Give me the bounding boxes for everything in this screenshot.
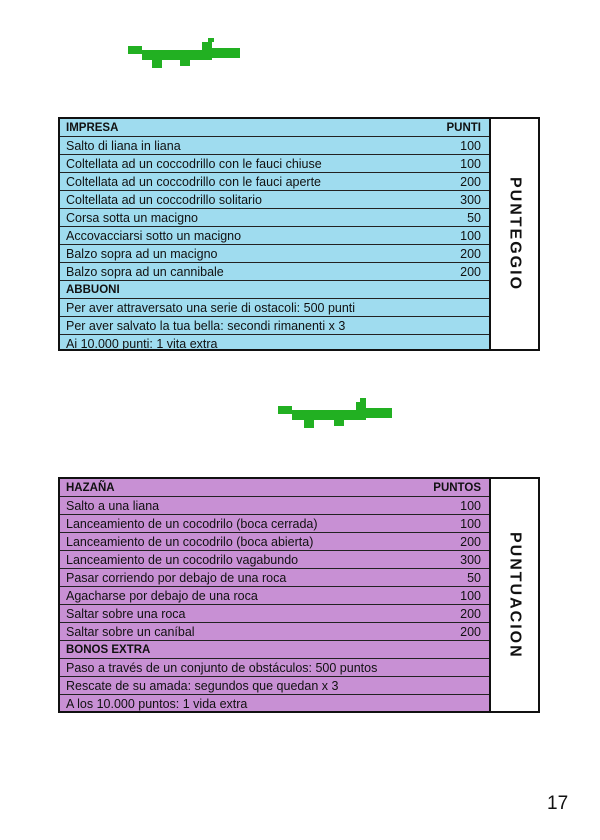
bonus-row xyxy=(60,695,489,713)
points-cell: 200 xyxy=(460,606,481,621)
table-row xyxy=(60,569,489,587)
points-cell: 200 xyxy=(460,174,481,189)
table-row xyxy=(60,209,489,227)
table-row xyxy=(60,533,489,551)
bonus-text: A los 10.000 puntos: 1 vida extra xyxy=(66,697,248,711)
bonus-row xyxy=(60,317,489,335)
side-title: PUNTUACION xyxy=(506,531,524,659)
feat-cell: Balzo sopra ad un cannibale xyxy=(66,264,224,279)
feat-header: IMPRESA xyxy=(66,121,119,134)
bonus-text: Per aver salvato la tua bella: secondi rimanenti x 3 xyxy=(66,318,346,333)
feat-header: HAZAÑA xyxy=(66,481,115,494)
table-row xyxy=(60,623,489,641)
points-cell: 100 xyxy=(460,516,481,531)
points-header: PUNTI xyxy=(446,121,481,134)
points-cell: 100 xyxy=(460,228,481,243)
feat-cell: Lanceamiento de un cocodrilo (boca cerrada) xyxy=(66,516,318,531)
table-row xyxy=(60,137,489,155)
table-row xyxy=(60,263,489,281)
feat-cell: Corsa sotta un macigno xyxy=(66,210,199,225)
feat-cell: Coltellata ad un coccodrillo con le fauci chiuse xyxy=(66,156,322,171)
points-cell: 300 xyxy=(460,192,481,207)
table-row xyxy=(60,227,489,245)
side-title-panel xyxy=(491,479,538,711)
spanish-scoring-table xyxy=(58,477,540,713)
feat-cell: Coltellata ad un coccodrillo con le fauci aperte xyxy=(66,174,322,189)
bonus-text: Rescate de su amada: segundos que quedan x 3 xyxy=(66,678,339,693)
points-cell: 200 xyxy=(460,534,481,549)
points-cell: 100 xyxy=(460,588,481,603)
points-cell: 50 xyxy=(467,570,481,585)
feat-cell: Lanceamiento de un cocodrilo vagabundo xyxy=(66,552,299,567)
bonus-row xyxy=(60,299,489,317)
bonus-text: Per aver attraversato una serie di ostacoli: 500 punti xyxy=(66,300,356,315)
table-row xyxy=(60,605,489,623)
feat-cell: Salto a una liana xyxy=(66,498,160,513)
table-row xyxy=(60,173,489,191)
points-cell: 200 xyxy=(460,624,481,639)
crocodile-icon xyxy=(276,398,396,430)
points-cell: 50 xyxy=(467,210,481,225)
feat-cell: Saltar sobre una roca xyxy=(66,606,186,621)
table-row xyxy=(60,191,489,209)
points-cell: 200 xyxy=(460,264,481,279)
bonus-text: Ai 10.000 punti: 1 vita extra xyxy=(66,337,218,351)
feat-cell: Pasar corriendo por debajo de una roca xyxy=(66,570,287,585)
table-row xyxy=(60,587,489,605)
page-number: 17 xyxy=(547,793,569,814)
bonus-row xyxy=(60,677,489,695)
points-header: PUNTOS xyxy=(433,481,481,494)
bonus-header xyxy=(60,641,489,659)
feat-cell: Accovacciarsi sotto un macigno xyxy=(66,228,242,243)
side-title: PUNTEGGIO xyxy=(506,176,524,291)
italian-scoring-table xyxy=(58,117,540,351)
points-cell: 200 xyxy=(460,246,481,261)
crocodile-icon xyxy=(122,38,242,70)
points-cell: 100 xyxy=(460,138,481,153)
table-header xyxy=(60,119,489,137)
feat-cell: Agacharse por debajo de una roca xyxy=(66,588,258,603)
feat-cell: Balzo sopra ad un macigno xyxy=(66,246,218,261)
table-row xyxy=(60,515,489,533)
bonus-row xyxy=(60,659,489,677)
feat-cell: Coltellata ad un coccodrillo solitario xyxy=(66,192,262,207)
table-header xyxy=(60,479,489,497)
side-title-panel xyxy=(491,119,538,349)
table-row xyxy=(60,497,489,515)
bonus-header-label: ABBUONI xyxy=(66,283,120,296)
points-cell: 300 xyxy=(460,552,481,567)
bonus-header-label: BONOS EXTRA xyxy=(66,643,151,656)
bonus-header xyxy=(60,281,489,299)
feat-cell: Lanceamiento de un cocodrilo (boca abierta) xyxy=(66,534,314,549)
table-row xyxy=(60,245,489,263)
bonus-text: Paso a través de un conjunto de obstáculos: 500 puntos xyxy=(66,660,378,675)
bonus-row xyxy=(60,335,489,353)
points-cell: 100 xyxy=(460,156,481,171)
table-row xyxy=(60,155,489,173)
table-row xyxy=(60,551,489,569)
feat-cell: Saltar sobre un caníbal xyxy=(66,624,195,639)
points-cell: 100 xyxy=(460,498,481,513)
feat-cell: Salto di liana in liana xyxy=(66,138,181,153)
